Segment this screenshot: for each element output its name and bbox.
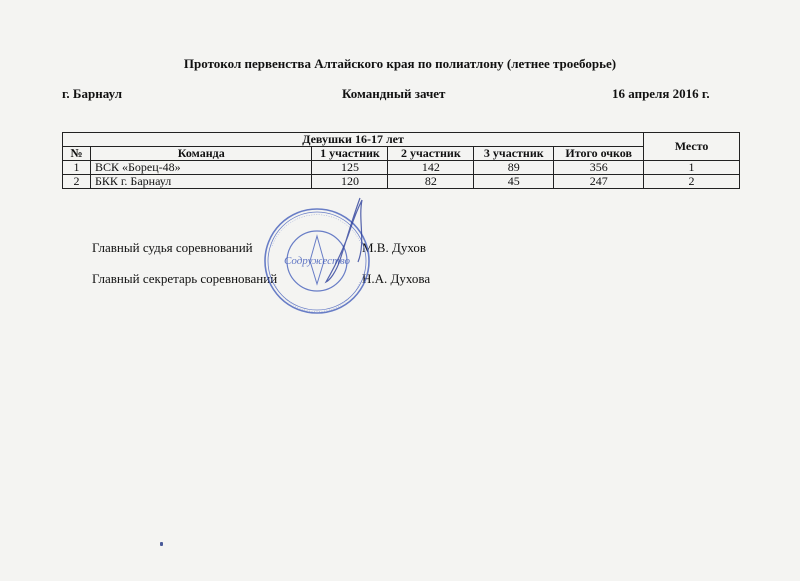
col-participant-2: 2 участник bbox=[388, 147, 474, 161]
col-team: Команда bbox=[90, 147, 312, 161]
document-title: Протокол первенства Алтайского края по полиатлону (летнее троеборье) bbox=[183, 56, 617, 71]
chief-secretary-name: Н.А. Духова bbox=[362, 271, 431, 286]
participant-2-score: 82 bbox=[388, 175, 474, 189]
col-total: Итого очков bbox=[554, 147, 644, 161]
place-value: 1 bbox=[644, 161, 740, 175]
team-name: БКК г. Барнаул bbox=[90, 175, 312, 189]
total-score: 356 bbox=[554, 161, 644, 175]
column-header-row bbox=[63, 147, 740, 161]
place-header: Место bbox=[644, 133, 740, 161]
place-value: 2 bbox=[644, 175, 740, 189]
handwritten-signature bbox=[300, 190, 390, 290]
results-table bbox=[62, 132, 740, 189]
participant-1-score: 120 bbox=[312, 175, 388, 189]
row-number: 2 bbox=[63, 175, 91, 189]
participant-3-score: 45 bbox=[474, 175, 554, 189]
ink-mark bbox=[160, 542, 163, 546]
city-label: г. Барнаул bbox=[62, 86, 123, 101]
chief-secretary-label: Главный секретарь соревнований bbox=[92, 271, 278, 286]
stamp-text: Содружество bbox=[283, 255, 351, 267]
col-participant-3: 3 участник bbox=[474, 147, 554, 161]
table-row bbox=[63, 161, 740, 175]
total-score: 247 bbox=[554, 175, 644, 189]
participant-3-score: 89 bbox=[474, 161, 554, 175]
col-number: № bbox=[63, 147, 91, 161]
col-participant-1: 1 участник bbox=[312, 147, 388, 161]
team-name: ВСК «Борец-48» bbox=[90, 161, 312, 175]
table-row bbox=[63, 175, 740, 189]
age-group-header: Девушки 16-17 лет bbox=[63, 133, 644, 147]
chief-judge-name: М.В. Духов bbox=[362, 240, 426, 255]
event-date: 16 апреля 2016 г. bbox=[612, 86, 710, 101]
participant-2-score: 142 bbox=[388, 161, 474, 175]
participant-1-score: 125 bbox=[312, 161, 388, 175]
row-number: 1 bbox=[63, 161, 91, 175]
chief-judge-label: Главный судья соревнований bbox=[92, 240, 253, 255]
standings-mode: Командный зачет bbox=[342, 86, 446, 101]
